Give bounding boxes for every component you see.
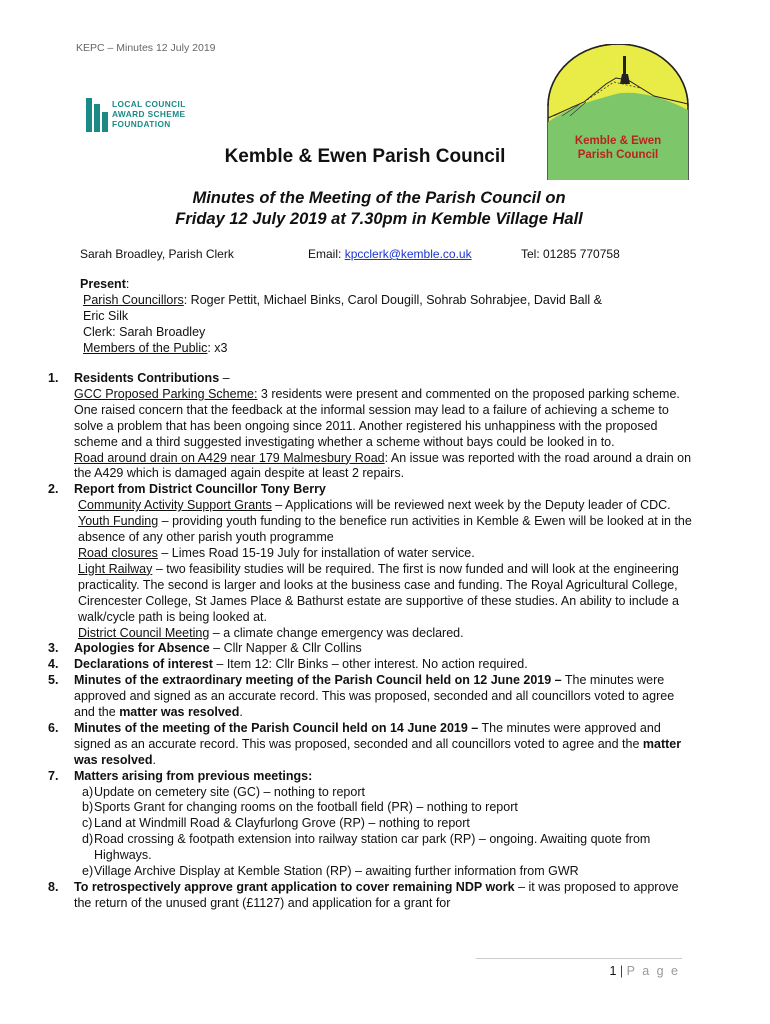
item-sub-label: GCC Proposed Parking Scheme:: [74, 386, 258, 401]
subtitle-line-1: Minutes of the Meeting of the Parish Council on: [192, 189, 566, 207]
item-title: Report from District Councillor Tony Berry: [74, 482, 326, 497]
item-text-end: .: [239, 705, 243, 720]
sub-text: Land at Windmill Road & Clayfurlong Grove (RP) – nothing to report: [94, 816, 470, 831]
item-text: – two feasibility studies will be required. The first is now funded and will look at the engineering practicality. The second is larger and looks at the business case and funding. The Royal Agricultural College, Cirencester College, St James Place & Bathurst estate are supportive of these studies. An ability to include a walk/cycle path is being looked at.: [78, 561, 680, 624]
item-title: Matters arising from previous meetings:: [74, 768, 313, 783]
item-text: – providing youth funding to the benefice run activities in Kemble & Ewen will be looked at in the absence of any other parish youth programme: [78, 514, 692, 545]
sub-list-item: [40, 864, 692, 880]
item-number: 3.: [48, 641, 59, 656]
sub-list-item: [40, 816, 692, 832]
sub-text: Sports Grant for changing rooms on the football field (PR) – nothing to report: [94, 800, 518, 815]
sub-letter: c): [82, 816, 93, 831]
sub-text: Update on cemetery site (GC) – nothing to report: [94, 784, 365, 799]
crest-line-2: Parish Council: [577, 149, 659, 161]
list-item: [40, 371, 692, 482]
item-text: – it was proposed to approve the return of the unused grant (£1127) and application for a grant for: [74, 880, 679, 910]
telephone: Tel: 01285 770758: [521, 247, 620, 261]
item-resolution: matter was resolved: [119, 705, 240, 720]
sub-text: Village Archive Display at Kemble Station (RP) – awaiting further information from GWR: [94, 864, 579, 879]
subtitle-line-2: Friday 12 July 2019 at 7.30pm in Kemble Village Hall: [175, 210, 583, 228]
lcas-foundation-logo: [86, 98, 216, 132]
item-text: – a climate change emergency was declared.: [209, 625, 464, 640]
item-sub-label: Community Activity Support Grants: [78, 498, 272, 513]
present-heading: Present: [80, 277, 126, 291]
council-title-text: Kemble & Ewen Parish Council: [224, 146, 506, 167]
lcas-mark-icon: [86, 98, 108, 132]
item-text: 3 residents were present and commented on the proposed parking scheme. One raised concern that the feedback at the informal session may lead to a failure of achieving a scheme to solve a problem that has been ongoing since 2011. Another registered his unhappiness with the proposed scheme and a third suggested investigating whether a scheme without bays could be looked in to.: [74, 386, 680, 449]
list-item: [40, 880, 692, 912]
item-title: To retrospectively approve grant application to cover remaining NDP work: [74, 880, 515, 894]
list-item: [40, 657, 692, 673]
minutes-body: [40, 371, 692, 912]
sub-letter: b): [82, 800, 94, 815]
page-word: P a g e: [626, 964, 680, 978]
sub-list-item: [40, 832, 692, 864]
item-number: 5.: [48, 673, 59, 688]
item-sub-label: Road closures: [78, 545, 158, 560]
list-item: [40, 641, 692, 657]
item-title: Residents Contributions: [74, 371, 220, 385]
lcas-line-3: FOUNDATION: [112, 119, 171, 129]
item-sub-label: District Council Meeting: [78, 625, 210, 640]
lcas-line-2: AWARD SCHEME: [112, 109, 186, 119]
footer-divider: [476, 958, 682, 959]
item-number: 7.: [48, 768, 59, 783]
councillors-list: : Roger Pettit, Michael Binks, Carol Dougill, Sohrab Sohrabjee, David Ball &: [183, 293, 602, 307]
email-label: Email:: [308, 247, 345, 261]
crest-line-1: Kemble & Ewen: [574, 135, 662, 147]
item-title: Declarations of interest: [74, 657, 213, 672]
council-title: [0, 146, 770, 168]
sub-list-item: [40, 785, 692, 801]
sub-letter: e): [82, 864, 94, 879]
list-item: [40, 673, 692, 721]
item-title: Apologies for Absence: [74, 641, 210, 656]
item-text: – Applications will be reviewed next week by the Deputy leader of CDC.: [271, 498, 671, 513]
list-item: [40, 769, 692, 785]
item-sub-label: Road around drain on A429 near 179 Malmesbury Road: [74, 450, 385, 465]
public-label: Members of the Public: [83, 341, 208, 355]
item-text: – Limes Road 15-19 July for installation of water service.: [157, 545, 475, 560]
list-item: [40, 482, 692, 641]
clerk-name: Sarah Broadley, Parish Clerk: [80, 247, 234, 261]
item-text: : An issue was reported with the road around a drain on the A429 which is damaged again despite at least 2 repairs.: [74, 450, 692, 481]
page-separator: |: [616, 964, 627, 978]
item-text: – Item 12: Cllr Binks – other interest. No action required.: [212, 657, 528, 672]
lcas-line-1: LOCAL COUNCIL: [112, 99, 186, 109]
item-sub-label: Light Railway: [78, 561, 153, 576]
running-header: KEPC – Minutes 12 July 2019: [76, 42, 216, 54]
present-section: Present: Parish Councillors: Roger Pettit, Michael Binks, Carol Dougill, Sohrab Sohrabjee, David Ball & Eric Silk Clerk: Sarah Broadley Members of the Public: x3: [80, 277, 602, 355]
councillors-list-cont: Eric Silk: [83, 309, 129, 323]
meeting-subtitle: [0, 188, 770, 230]
item-sub-label: Youth Funding: [78, 514, 159, 529]
item-text-end: .: [152, 752, 156, 767]
email-line: [308, 247, 472, 261]
list-item: [40, 721, 692, 769]
item-text: The minutes were approved and signed as an accurate record. This was proposed, seconded and all councillors voted to agree and the: [74, 673, 675, 720]
email-link[interactable]: kpcclerk@kemble.co.uk: [344, 247, 472, 261]
item-title: Minutes of the meeting of the Parish Council held on 14 June 2019 –: [74, 720, 479, 735]
clerk-present: Clerk: Sarah Broadley: [83, 325, 206, 339]
page-footer: [0, 964, 680, 978]
item-text: The minutes were approved and signed as an accurate record. This was proposed, seconded and all councillors voted to agree and the: [74, 720, 661, 751]
sub-letter: d): [82, 832, 94, 847]
item-title-suffix: –: [219, 371, 230, 385]
item-number: 1.: [48, 371, 59, 385]
councillors-label: Parish Councillors: [83, 293, 184, 307]
page-number: 1: [609, 964, 617, 978]
public-count: : x3: [207, 341, 228, 355]
item-number: 6.: [48, 720, 59, 735]
item-number: 8.: [48, 880, 59, 894]
item-text: – Cllr Napper & Cllr Collins: [209, 641, 362, 656]
item-number: 2.: [48, 482, 59, 497]
item-resolution: matter was resolved: [74, 736, 682, 767]
sub-list-item: [40, 800, 692, 816]
item-number: 4.: [48, 657, 59, 672]
sub-text: Road crossing & footpath extension into railway station car park (RP) – ongoing. Awaiting quote from Highways.: [94, 832, 651, 863]
sub-letter: a): [82, 784, 94, 799]
item-title: Minutes of the extraordinary meeting of the Parish Council held on 12 June 2019 –: [74, 673, 562, 688]
